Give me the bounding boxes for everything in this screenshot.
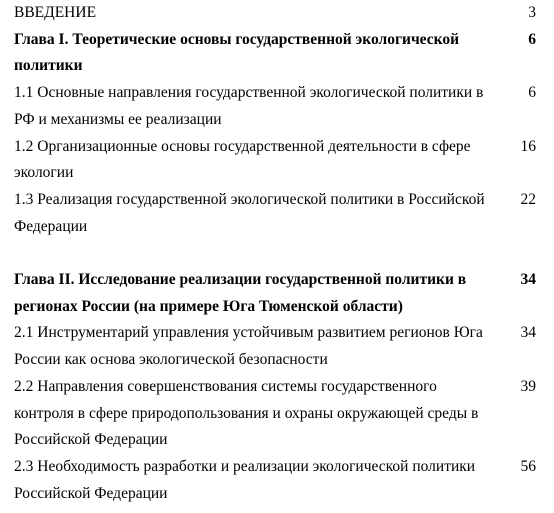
toc-section-page: 56 [520,457,536,475]
toc-section-title: 1.2 Организационные основы государственной деятельности в сфере экологии [14,137,471,182]
spacer [14,240,536,267]
toc-chapter-2 [14,267,536,320]
toc-entry-title: ВВЕДЕНИЕ [14,4,97,21]
toc-section-page: 6 [528,84,536,102]
toc-section-2-2 [14,374,536,454]
toc-section-1-2 [14,134,536,187]
toc-section-page: 39 [520,377,536,395]
toc-section-2-3 [14,454,536,507]
toc-chapter-title: Глава II. Исследование реализации государственной политики в регионах России (на примере Юга Тюменской области) [14,271,467,315]
toc-entry-page: 3 [528,4,536,21]
toc-section-page: 16 [520,137,536,155]
toc-section-title: 2.1 Инструментарий управления устойчивым развитием регионов Юга России как основа экологической безопасности [14,324,483,369]
table-of-contents [14,0,536,507]
toc-section-title: 1.1 Основные направления государственной экологической политики в РФ и механизмы ее реализации [14,84,484,128]
toc-chapter-page: 34 [520,271,536,289]
toc-section-1-3 [14,187,536,240]
toc-section-title: 2.2 Направления совершенствования системы государственного контроля в сфере природопользования и охраны окружающей среды в Российской Федерации [14,377,479,449]
toc-section-title: 1.3 Реализация государственной экологической политики в Российской Федерации [14,190,485,235]
toc-section-page: 22 [520,190,536,208]
toc-chapter-1 [14,27,536,80]
toc-chapter-page: 6 [528,30,536,48]
toc-chapter-title: Глава I. Теоретические основы государственной экологической политики [14,30,460,75]
toc-section-title: 2.3 Необходимость разработки и реализации экологической политики Российской Федерации [14,457,476,502]
toc-entry-intro [14,0,536,27]
toc-section-1-1 [14,80,536,133]
toc-section-page: 34 [520,324,536,342]
toc-section-2-1 [14,320,536,373]
